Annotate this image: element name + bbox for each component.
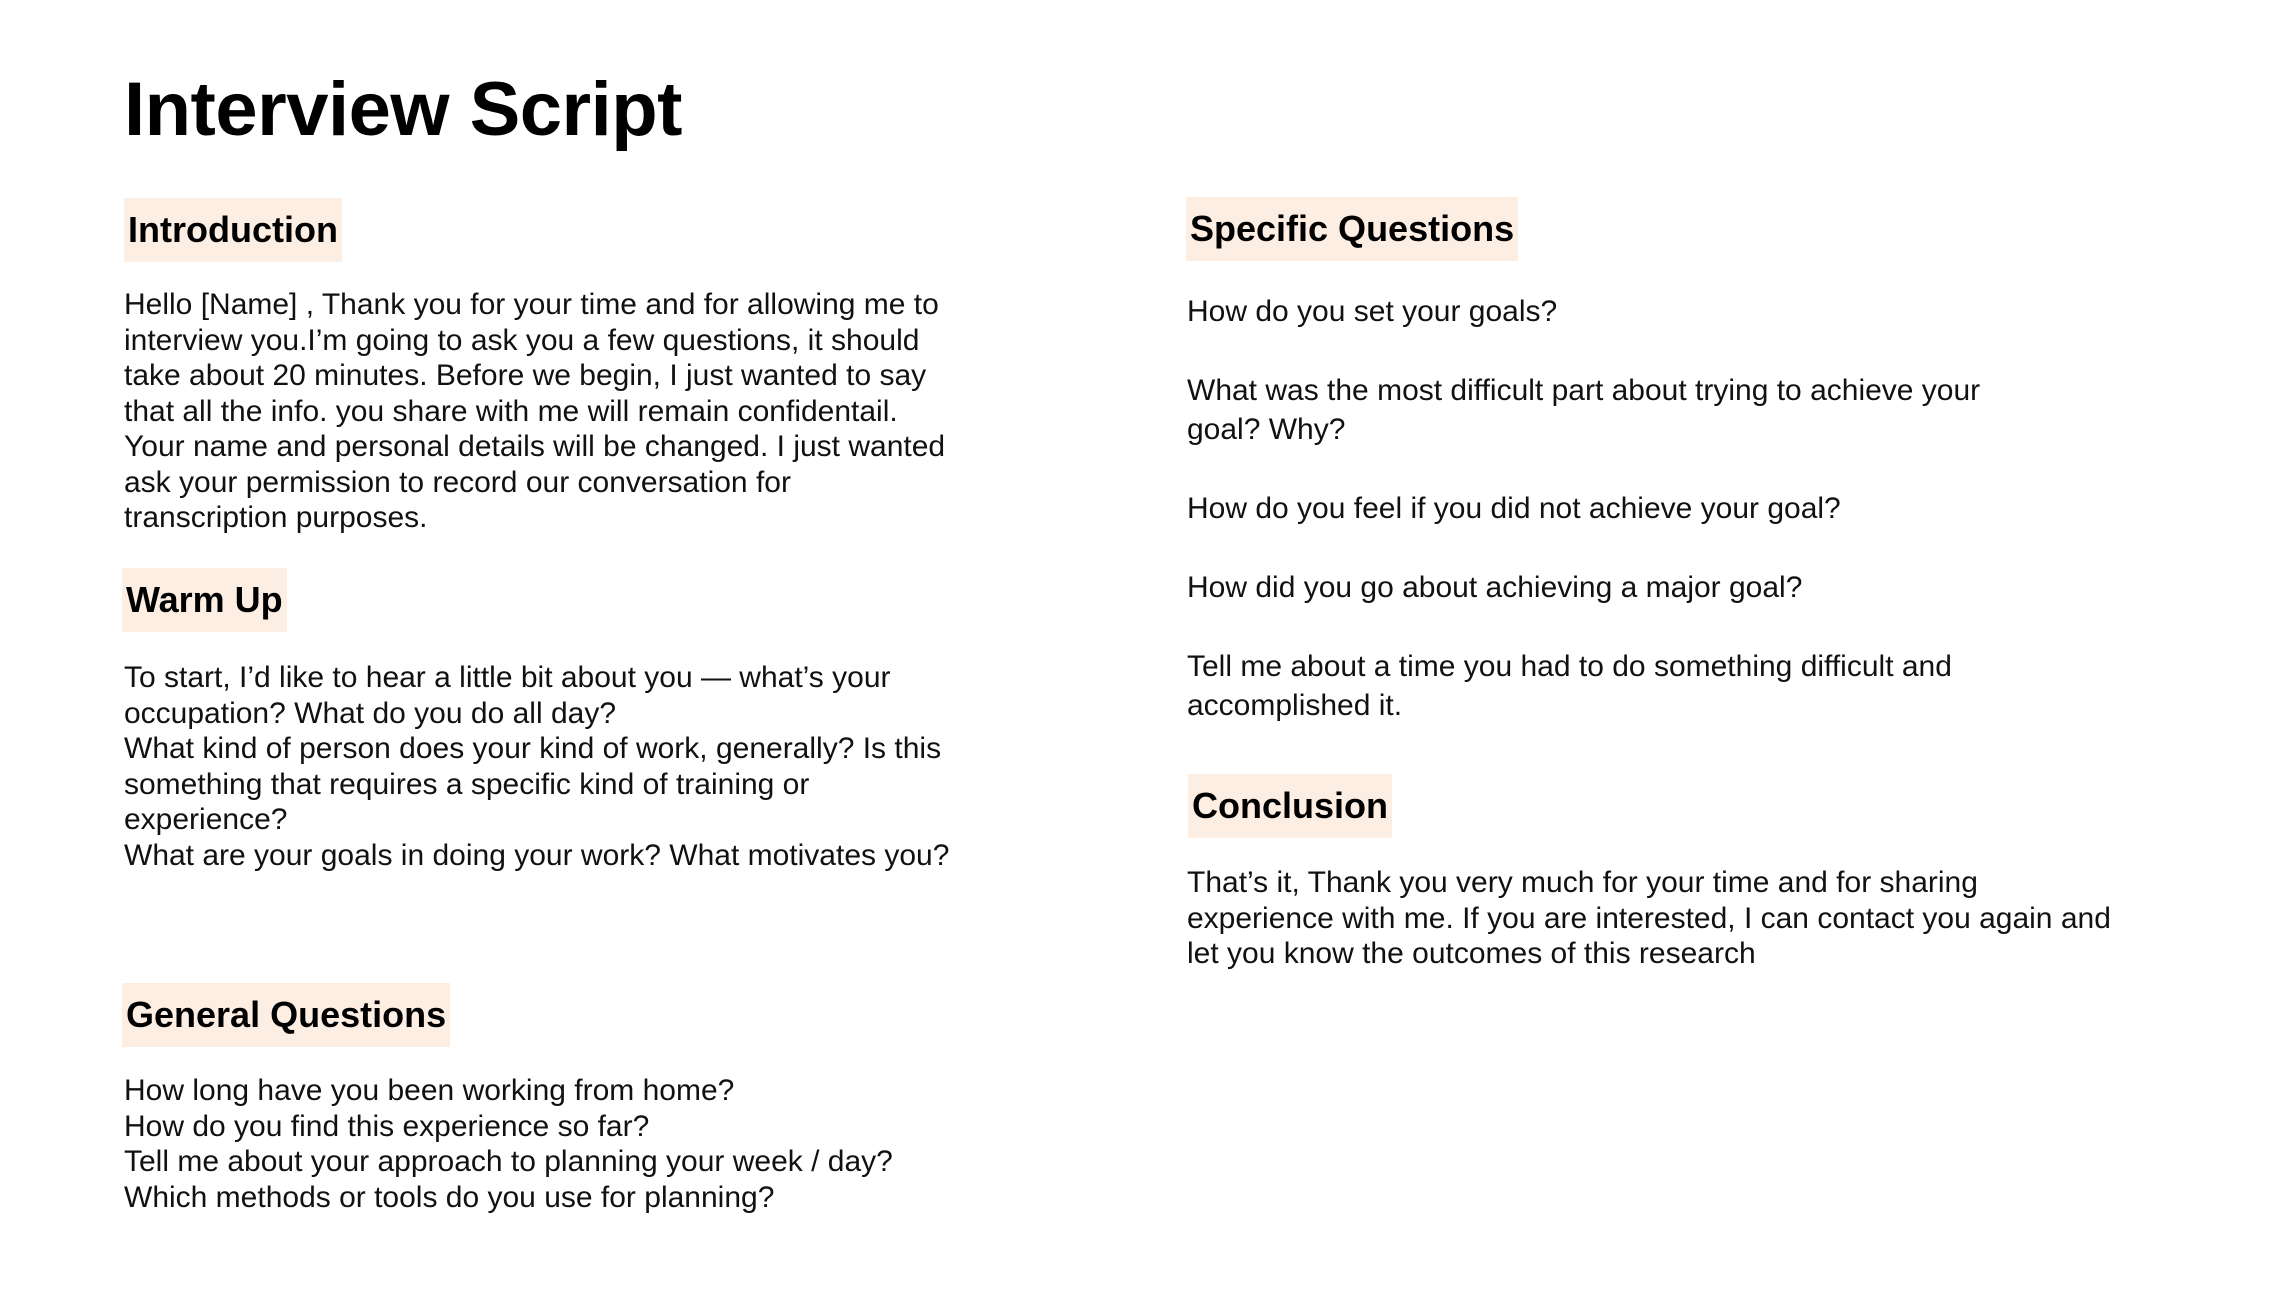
introduction-text [124, 287, 945, 536]
page-title: Interview Script [124, 67, 682, 152]
general-question-line: How long have you been working from home? [124, 1074, 735, 1107]
specific-question [1187, 489, 1841, 528]
general-question-line: Which methods or tools do you use for planning? [124, 1180, 775, 1214]
specific-question-line: How did you go about achieving a major goal? [1187, 571, 1803, 604]
specific-question [1187, 568, 1802, 607]
introduction-line: ask your permission to record our conversation for [124, 465, 791, 499]
specific-question-line: goal? Why? [1187, 413, 1346, 446]
section-heading-warm-up: Warm Up [122, 568, 287, 632]
general-question-line: Tell me about your approach to planning your week / day? [124, 1145, 893, 1178]
specific-question [1187, 371, 1980, 449]
conclusion-line: let you know the outcomes of this research [1187, 937, 1756, 970]
section-heading-introduction: Introduction [124, 198, 342, 262]
section-heading-conclusion: Conclusion [1188, 774, 1392, 838]
conclusion-line: That’s it, Thank you very much for your time and for sharing [1187, 866, 1978, 899]
section-heading-general-questions: General Questions [122, 983, 450, 1047]
introduction-line: Your name and personal details will be changed. I just wanted [124, 430, 946, 463]
specific-question-line: What was the most difficult part about trying to achieve your [1187, 374, 1981, 407]
specific-question-line: Tell me about a time you had to do something difficult and [1187, 650, 1952, 683]
specific-question-line: How do you feel if you did not achieve your goal? [1187, 492, 1841, 525]
general-question-line: How do you find this experience so far? [124, 1109, 650, 1143]
conclusion-text [1187, 865, 2111, 972]
warm-up-text [124, 660, 949, 873]
warm-up-line: experience? [124, 803, 288, 836]
warm-up-line: What are your goals in doing your work? What motivates you? [124, 838, 950, 872]
warm-up-line: something that requires a specific kind of training or [124, 767, 810, 801]
warm-up-line: To start, I’d like to hear a little bit about you — what’s your [124, 661, 891, 694]
general-questions-text [124, 1073, 893, 1215]
specific-question-line: accomplished it. [1187, 689, 1403, 722]
section-heading-specific-questions: Specific Questions [1186, 197, 1518, 261]
specific-question [1187, 292, 1557, 331]
specific-question-line: How do you set your goals? [1187, 295, 1558, 328]
specific-question [1187, 647, 1952, 725]
warm-up-line: occupation? What do you do all day? [124, 696, 616, 730]
introduction-line: take about 20 minutes. Before we begin, I just wanted to say [124, 359, 927, 392]
introduction-line: Hello [Name] , Thank you for your time and for allowing me to [124, 288, 939, 321]
conclusion-line: experience with me. If you are interested, I can contact you again and [1187, 901, 2111, 935]
introduction-line: transcription purposes. [124, 501, 428, 534]
warm-up-line: What kind of person does your kind of work, generally? Is this [124, 732, 942, 765]
introduction-line: interview you.I’m going to ask you a few questions, it should [124, 323, 920, 357]
introduction-line: that all the info. you share with me will remain confidentail. [124, 394, 898, 428]
